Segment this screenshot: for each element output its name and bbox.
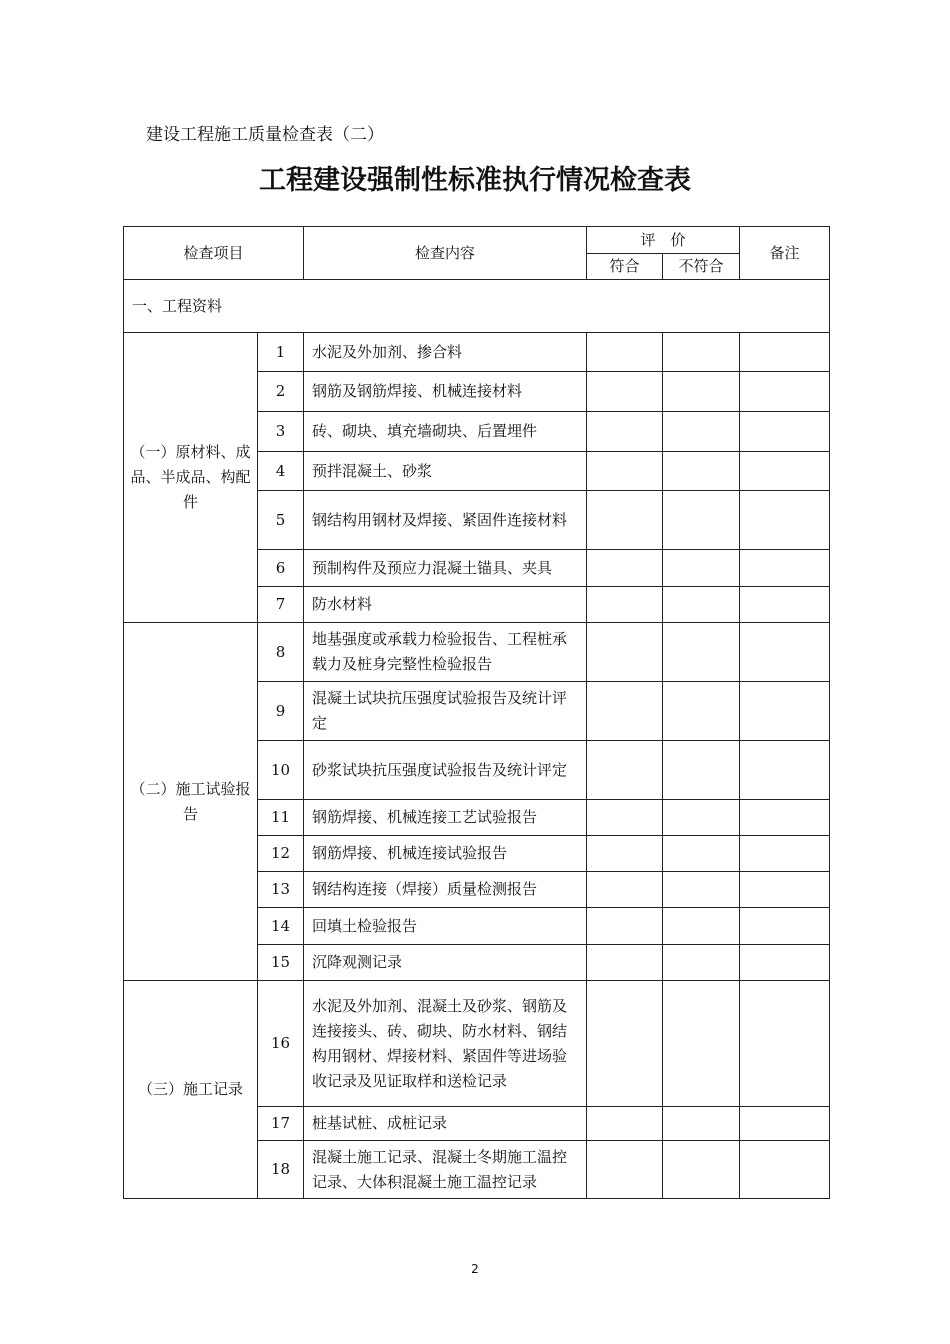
pass-cell[interactable] [587, 908, 663, 945]
item-number: 16 [258, 981, 304, 1107]
fail-cell[interactable] [663, 1107, 740, 1141]
item-number: 8 [258, 623, 304, 682]
header-fail: 不符合 [663, 254, 740, 280]
group-label: （一）原材料、成品、半成品、构配件 [124, 333, 258, 623]
item-content: 沉降观测记录 [304, 945, 587, 981]
remark-cell[interactable] [740, 981, 830, 1107]
remark-cell[interactable] [740, 1141, 830, 1199]
item-number: 14 [258, 908, 304, 945]
item-number: 7 [258, 587, 304, 623]
fail-cell[interactable] [663, 412, 740, 452]
item-content: 钢筋焊接、机械连接工艺试验报告 [304, 800, 587, 836]
fail-cell[interactable] [663, 800, 740, 836]
item-content: 回填土检验报告 [304, 908, 587, 945]
item-number: 17 [258, 1107, 304, 1141]
fail-cell[interactable] [663, 836, 740, 872]
pass-cell[interactable] [587, 550, 663, 587]
item-number: 1 [258, 333, 304, 372]
group-label: （二）施工试验报告 [124, 623, 258, 981]
item-content: 钢结构连接（焊接）质量检测报告 [304, 872, 587, 908]
remark-cell[interactable] [740, 908, 830, 945]
remark-cell[interactable] [740, 491, 830, 550]
pass-cell[interactable] [587, 981, 663, 1107]
pass-cell[interactable] [587, 333, 663, 372]
remark-cell[interactable] [740, 945, 830, 981]
pass-cell[interactable] [587, 623, 663, 682]
remark-cell[interactable] [740, 412, 830, 452]
fail-cell[interactable] [663, 372, 740, 412]
item-number: 18 [258, 1141, 304, 1199]
item-number: 13 [258, 872, 304, 908]
fail-cell[interactable] [663, 491, 740, 550]
item-number: 15 [258, 945, 304, 981]
remark-cell[interactable] [740, 1107, 830, 1141]
fail-cell[interactable] [663, 1141, 740, 1199]
pass-cell[interactable] [587, 372, 663, 412]
form-subtitle: 建设工程施工质量检查表（二） [146, 125, 384, 145]
item-number: 9 [258, 682, 304, 741]
pass-cell[interactable] [587, 587, 663, 623]
pass-cell[interactable] [587, 682, 663, 741]
inspection-table [123, 226, 830, 1199]
item-content: 砂浆试块抗压强度试验报告及统计评定 [304, 741, 587, 800]
pass-cell[interactable] [587, 491, 663, 550]
pass-cell[interactable] [587, 1107, 663, 1141]
fail-cell[interactable] [663, 741, 740, 800]
pass-cell[interactable] [587, 872, 663, 908]
fail-cell[interactable] [663, 452, 740, 491]
table-row [124, 981, 830, 1107]
item-number: 3 [258, 412, 304, 452]
item-number: 12 [258, 836, 304, 872]
remark-cell[interactable] [740, 587, 830, 623]
item-number: 10 [258, 741, 304, 800]
fail-cell[interactable] [663, 981, 740, 1107]
pass-cell[interactable] [587, 452, 663, 491]
remark-cell[interactable] [740, 452, 830, 491]
fail-cell[interactable] [663, 682, 740, 741]
item-content: 水泥及外加剂、掺合料 [304, 333, 587, 372]
item-content: 混凝土试块抗压强度试验报告及统计评定 [304, 682, 587, 741]
remark-cell[interactable] [740, 741, 830, 800]
group-label: （三）施工记录 [124, 981, 258, 1199]
remark-cell[interactable] [740, 800, 830, 836]
remark-cell[interactable] [740, 872, 830, 908]
item-content: 桩基试桩、成桩记录 [304, 1107, 587, 1141]
item-content: 防水材料 [304, 587, 587, 623]
item-content: 砖、砌块、填充墙砌块、后置埋件 [304, 412, 587, 452]
fail-cell[interactable] [663, 333, 740, 372]
item-number: 5 [258, 491, 304, 550]
page-number: 2 [471, 1262, 479, 1276]
item-number: 6 [258, 550, 304, 587]
item-number: 4 [258, 452, 304, 491]
pass-cell[interactable] [587, 945, 663, 981]
item-content: 预制构件及预应力混凝土锚具、夹具 [304, 550, 587, 587]
pass-cell[interactable] [587, 1141, 663, 1199]
remark-cell[interactable] [740, 333, 830, 372]
remark-cell[interactable] [740, 623, 830, 682]
item-content: 钢筋焊接、机械连接试验报告 [304, 836, 587, 872]
pass-cell[interactable] [587, 836, 663, 872]
item-number: 2 [258, 372, 304, 412]
header-remark: 备注 [740, 227, 830, 280]
remark-cell[interactable] [740, 682, 830, 741]
fail-cell[interactable] [663, 908, 740, 945]
section-heading: 一、工程资料 [124, 280, 830, 333]
form-title: 工程建设强制性标准执行情况检查表 [259, 165, 691, 196]
item-content: 钢筋及钢筋焊接、机械连接材料 [304, 372, 587, 412]
item-content: 预拌混凝土、砂浆 [304, 452, 587, 491]
header-content: 检查内容 [304, 227, 587, 280]
remark-cell[interactable] [740, 836, 830, 872]
table-row [124, 333, 830, 372]
remark-cell[interactable] [740, 550, 830, 587]
pass-cell[interactable] [587, 412, 663, 452]
item-number: 11 [258, 800, 304, 836]
item-content: 混凝土施工记录、混凝土冬期施工温控记录、大体积混凝土施工温控记录 [304, 1141, 587, 1199]
remark-cell[interactable] [740, 372, 830, 412]
item-content: 地基强度或承载力检验报告、工程桩承载力及桩身完整性检验报告 [304, 623, 587, 682]
pass-cell[interactable] [587, 741, 663, 800]
fail-cell[interactable] [663, 945, 740, 981]
pass-cell[interactable] [587, 800, 663, 836]
header-item: 检查项目 [124, 227, 304, 280]
fail-cell[interactable] [663, 587, 740, 623]
fail-cell[interactable] [663, 623, 740, 682]
item-content: 水泥及外加剂、混凝土及砂浆、钢筋及连接接头、砖、砌块、防水材料、钢结构用钢材、焊接材料、紧固件等进场验收记录及见证取样和送检记录 [304, 981, 587, 1107]
header-pass: 符合 [587, 254, 663, 280]
fail-cell[interactable] [663, 550, 740, 587]
header-eval: 评 价 [587, 227, 740, 254]
fail-cell[interactable] [663, 872, 740, 908]
table-row [124, 623, 830, 682]
item-content: 钢结构用钢材及焊接、紧固件连接材料 [304, 491, 587, 550]
